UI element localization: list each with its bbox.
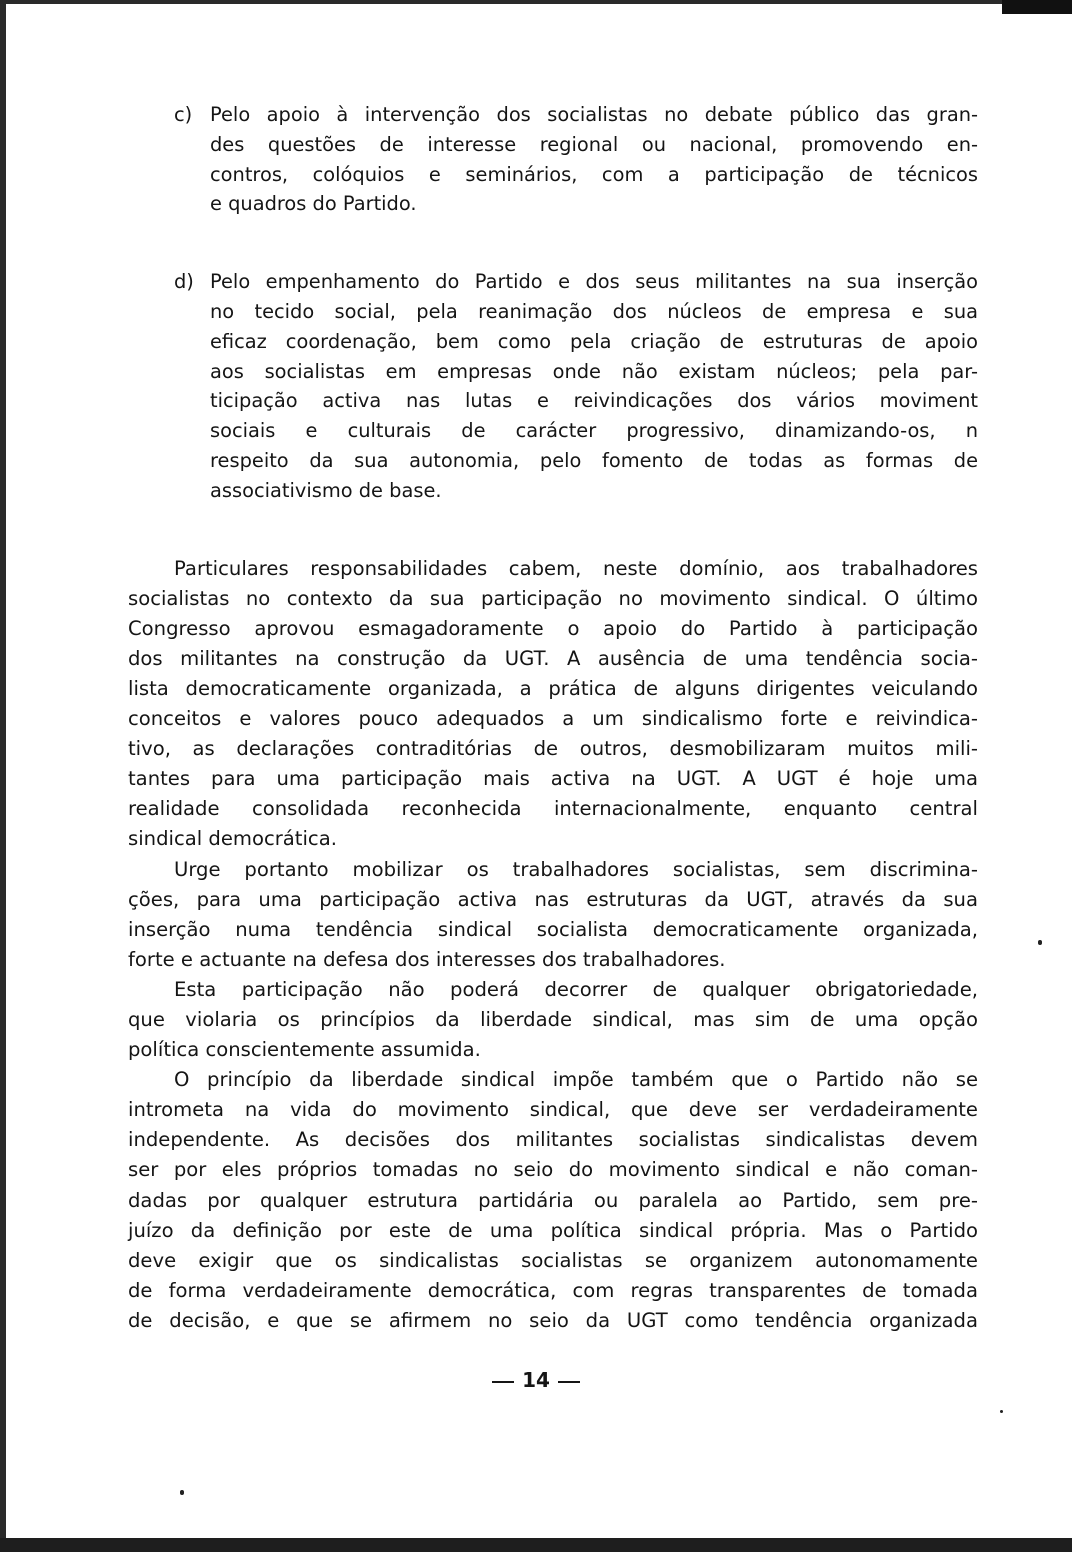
scan-edge-top [0,0,1072,4]
list-marker-c: c) [174,103,193,126]
text-line: juízo da definição por este de uma política sindical própria. Mas o Partido [128,1218,978,1242]
scan-edge-corner [1002,0,1072,14]
text-line: sociais e culturais de carácter progressivo, dinamizando-os, n [210,419,978,443]
text-line: de decisão, e que se afirmem no seio da UGT como tendência organizada [128,1308,978,1332]
body-text [128,554,978,1336]
text-line: socialistas no contexto da sua participação no movimento sindical. O último [128,586,978,610]
text-line: intrometa na vida do movimento sindical, que deve ser verdadeiramente [128,1098,978,1122]
text-line: Congresso aprovou esmagadoramente o apoio do Partido à participação [128,616,978,640]
text-line: política conscientemente assumida. [128,1038,481,1062]
text-line: tivo, as declarações contraditórias de outros, desmobilizaram muitos mili- [128,737,978,761]
text-line: Urge portanto mobilizar os trabalhadores socialistas, sem discrimina- [174,857,978,881]
text-line: no tecido social, pela reanimação dos núcleos de empresa e sua [210,299,978,323]
text-line: respeito da sua autonomia, pelo fomento de todas as formas de [210,448,978,472]
text-line: aos socialistas em empresas onde não existam núcleos; pela par- [210,359,978,383]
list-marker-d: d) [174,270,194,294]
text-line: Pelo empenhamento do Partido e dos seus militantes na sua inserção [210,270,978,294]
text-line: independente. As decisões dos militantes socialistas sindicalistas devem [128,1128,978,1152]
text-line: Esta participação não poderá decorrer de qualquer obrigatoriedade, [174,977,978,1001]
text-line: des questões de interesse regional ou nacional, promovendo en- [210,132,978,156]
text-line: ções, para uma participação activa nas estruturas da UGT, através da sua [128,887,978,911]
scan-speck [1038,940,1042,945]
text-line: tantes para uma participação mais activa na UGT. A UGT é hoje uma [128,767,978,791]
text-line: e quadros do Partido. [210,192,417,216]
text-line: inserção numa tendência sindical socialista democraticamente organizada, [128,917,978,941]
text-line: que violaria os princípios da liberdade sindical, mas sim de uma opção [128,1007,978,1031]
text-line: O princípio da liberdade sindical impõe também que o Partido não se [174,1068,978,1092]
list-item-d [128,267,978,505]
paragraph [128,855,978,975]
dash-right [558,1381,580,1383]
text-line: Pelo apoio à intervenção dos socialistas no debate público das gran- [210,103,978,126]
text-line: dos militantes na construção da UGT. A ausência de uma tendência socia- [128,646,978,670]
text-line: sindical democrática. [128,827,337,851]
text-line: eficaz coordenação, bem como pela criação de estruturas de apoio [210,329,978,353]
scan-speck [1000,1410,1003,1413]
paragraph [128,975,978,1065]
page-number [0,1368,1072,1392]
text-line: de forma verdadeiramente democrática, com regras transparentes de tomada [128,1278,978,1302]
text-line: contros, colóquios e seminários, com a participação de técnicos [210,162,978,186]
text-line: ticipação activa nas lutas e reivindicações dos vários moviment [210,389,978,413]
text-line: associativismo de base. [210,478,442,502]
text-line: Particulares responsabilidades cabem, neste domínio, aos trabalhadores [174,556,978,580]
text-line: forte e actuante na defesa dos interesses dos trabalhadores. [128,947,726,971]
text-line: deve exigir que os sindicalistas socialistas se organizem autonomamente [128,1248,978,1272]
paragraph [128,1065,978,1336]
page-number-value: 14 [522,1368,550,1392]
paragraph [128,554,978,855]
scan-speck [180,1490,184,1495]
scan-edge-bottom [0,1538,1072,1552]
scan-edge-left [0,0,6,1552]
text-line: lista democraticamente organizada, a prática de alguns dirigentes veiculando [128,676,978,700]
text-line: realidade consolidada reconhecida internacionalmente, enquanto central [128,797,978,821]
page-text [128,100,978,1336]
dash-left [492,1381,514,1383]
text-line: ser por eles próprios tomadas no seio do movimento sindical e não coman- [128,1158,978,1182]
text-line: conceitos e valores pouco adequados a um sindicalismo forte e reivindica- [128,707,978,731]
list-item-c [128,100,978,219]
text-line: dadas por qualquer estrutura partidária ou paralela ao Partido, sem pre- [128,1188,978,1212]
